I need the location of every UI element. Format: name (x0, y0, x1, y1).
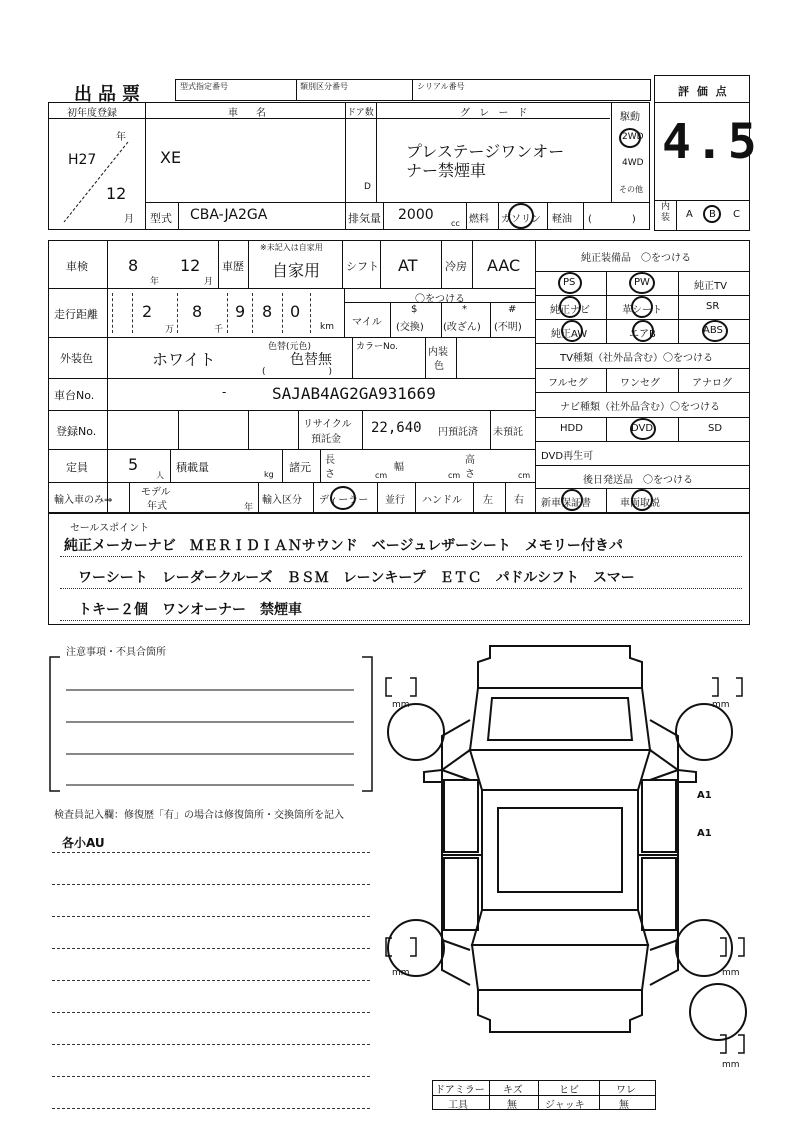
mileage-mile: マイル (352, 317, 382, 328)
capacity-value: 5 (128, 455, 139, 474)
mileage-unknown-symbol: # (508, 304, 517, 315)
handle-label: ハンドル (422, 495, 462, 506)
first-reg-year: H27 (68, 152, 97, 168)
navi-hdd: HDD (560, 423, 583, 434)
later-manual-circle (631, 489, 653, 511)
model-year-unit: 年 (244, 503, 254, 513)
history-value: 自家用 (272, 261, 321, 280)
equip-airbag-circle (632, 320, 654, 342)
recycle-status: 円預託済 (438, 427, 478, 438)
capacity-label: 定員 (66, 461, 88, 474)
reg-divider-slash (60, 140, 132, 224)
grade-value-line1: プレステージワンオー (406, 142, 565, 161)
form-title: 出品票 (74, 84, 146, 105)
legend-crack: ヒビ (559, 1085, 579, 1096)
mm-label-rr: mm (722, 968, 740, 978)
score-value: 4.5 (662, 114, 761, 170)
load-label: 積載量 (176, 461, 209, 474)
equip-pw: PW (634, 277, 650, 288)
serial-number-label: シリアル番号 (417, 82, 465, 91)
legend-scratch: キズ (503, 1085, 523, 1096)
legend-tools: 工具 (448, 1100, 468, 1111)
mileage-unknown-label: (不明) (494, 322, 522, 333)
import-division-label: 輸入区分 (262, 495, 302, 506)
shift-label: シフト (346, 260, 379, 273)
fuel-gasoline: ガソリン (501, 214, 541, 225)
history-note: ※未記入は自家用 (260, 243, 323, 252)
navi-header: ナビ種類（社外品含む）〇をつける (560, 402, 720, 413)
equip-navi: 純正ナビ (550, 305, 590, 316)
later-header: 後日発送品 〇をつける (583, 475, 693, 486)
displacement-unit: cc (451, 219, 460, 228)
fuel-selected-circle (508, 203, 534, 229)
car-damage-diagram (380, 640, 750, 1080)
drive-2wd: 2WD (622, 132, 644, 142)
mm-label-fr: mm (712, 700, 730, 710)
equip-pw-circle (629, 272, 655, 294)
import-label: 輸入車のみ⇒ (54, 495, 113, 506)
load-unit: kg (264, 470, 274, 479)
fuel-label: 燃料 (469, 214, 489, 225)
drive-other: その他 (619, 185, 643, 194)
width-unit: cm (448, 471, 461, 480)
capacity-unit: 人 (156, 471, 164, 480)
equip-navi-circle (559, 296, 581, 318)
displacement-label: 排気量 (348, 212, 381, 225)
inspection-month: 12 (180, 256, 201, 275)
interior-selected-circle (703, 205, 721, 223)
car-name-value: XE (160, 148, 182, 167)
model-year-label-2: 年式 (147, 501, 167, 512)
equip-aw-circle (561, 320, 583, 342)
inspection-label: 車検 (66, 260, 88, 273)
registration-label: 登録No. (56, 425, 97, 438)
equip-leather-circle (631, 296, 653, 318)
shift-value: AT (398, 256, 418, 275)
mm-label-fl: mm (392, 700, 410, 710)
drive-4wd: 4WD (622, 158, 644, 168)
equip-tv: 純正TV (694, 281, 727, 292)
mileage-digit-3: 9 (235, 302, 246, 321)
dims-label: 諸元 (289, 461, 311, 474)
inspector-first-line: 各小AU (62, 836, 105, 850)
equip-ps-circle (558, 272, 582, 294)
mileage-digit-1: 2 (142, 302, 153, 321)
import-selected-circle (330, 486, 356, 510)
height-label-2: さ (465, 469, 475, 480)
interior-label: 内装 (661, 202, 671, 223)
chassis-value: SAJAB4AG2GA931669 (272, 384, 436, 403)
interior-option-a: A (686, 209, 693, 220)
equip-ps: PS (563, 277, 576, 288)
height-label-1: 高 (465, 455, 475, 466)
legend-jack: ジャッキ (545, 1100, 585, 1111)
equip-abs-circle (702, 320, 728, 342)
recycle-label-2: 預託金 (311, 434, 341, 445)
interior-option-c: C (733, 209, 740, 220)
ac-label: 冷房 (445, 260, 467, 273)
damage-mark-1: A1 (697, 790, 712, 801)
length-unit: cm (375, 471, 388, 480)
repaint-label: 色替(元色) (268, 342, 312, 352)
sales-points-label: セールスポイント (70, 523, 150, 534)
displacement-value: 2000 (398, 207, 434, 223)
ac-value: AAC (487, 256, 521, 275)
model-designation-label: 型式指定番号 (180, 82, 228, 91)
handle-left: 左 (483, 495, 493, 506)
navi-sd: SD (708, 423, 723, 434)
equip-leather: 革シート (622, 305, 662, 316)
mileage-exchange-label: (交換) (396, 322, 424, 333)
door-value: D (364, 182, 371, 192)
top-fields-bar (175, 79, 651, 101)
color-no-label: カラーNo. (356, 342, 398, 352)
legend-jack-value: 無 (619, 1100, 629, 1111)
repaint-paren: ( ) (262, 367, 333, 377)
tv-analog: アナログ (692, 378, 732, 389)
grade-value-line2: ナー禁煙車 (406, 161, 487, 180)
tv-oneseg: ワンセグ (620, 378, 660, 389)
handle-right: 右 (514, 495, 524, 506)
year-unit: 年 (116, 132, 126, 143)
drive-selected-circle (619, 128, 641, 148)
sales-line-1: 純正メーカーナビ ＭＥＲＩＤＩＡＮサウンド ベージュレザーシート メモリー付きパ (64, 538, 623, 554)
navi-dvd: DVD (631, 423, 654, 434)
damage-mark-2: A1 (697, 828, 712, 839)
chassis-dash: - (222, 385, 227, 399)
model-value: CBA-JA2GA (190, 207, 268, 223)
interior-color-label-1: 内装 (428, 347, 448, 358)
drive-label: 駆動 (620, 112, 640, 123)
interior-color-label-2: 色 (434, 361, 444, 372)
tv-fullseg: フルセグ (548, 378, 588, 389)
mileage-circle-note: 〇をつける (415, 294, 465, 305)
score-label: 評 価 点 (678, 85, 729, 98)
inspection-month-unit: 月 (204, 277, 214, 287)
exterior-color-label: 外装色 (60, 352, 93, 365)
navi-dvd-play: DVD再生可 (541, 451, 594, 462)
mm-label-rl: mm (392, 968, 410, 978)
mileage-digit-5: 0 (290, 302, 301, 321)
repaint-value: 色替無 (290, 352, 332, 368)
sales-line-2: ワーシート レーダークルーズ ＢＳＭ レーンキープ ＥＴＣ パドルシフト スマー (78, 570, 635, 586)
first-reg-month: 12 (106, 184, 127, 203)
fuel-diesel: 軽油 (552, 214, 572, 225)
notes-label: 注意事項・不具合箇所 (66, 647, 166, 658)
navi-selected-circle (630, 418, 656, 440)
car-name-label: 車 名 (228, 108, 270, 119)
model-label: 型式 (150, 212, 172, 225)
mileage-label: 走行距離 (54, 308, 98, 321)
import-parallel: 並行 (385, 495, 405, 506)
model-year-label-1: モデル (141, 487, 171, 498)
tv-header: TV種類（社外品含む）〇をつける (560, 353, 713, 364)
legend-break: ワレ (616, 1085, 636, 1096)
later-warranty-circle (561, 489, 583, 511)
mileage-digit-4: 8 (262, 302, 273, 321)
length-label-1: 長 (325, 455, 335, 466)
equipment-header: 純正装備品 〇をつける (581, 253, 691, 264)
fuel-other-paren: ( ) (588, 214, 636, 225)
chassis-label: 車台No. (54, 389, 95, 402)
recycle-value: 22,640 (371, 420, 422, 436)
first-reg-label: 初年度登録 (67, 108, 117, 119)
mileage-altered-label: (改ざん) (443, 322, 481, 333)
inspection-year-unit: 年 (150, 277, 160, 287)
mileage-digit-2: 8 (192, 302, 203, 321)
mileage-man-unit: 万 (165, 325, 175, 335)
later-warranty: 新車保証書 (541, 498, 591, 509)
mileage-sen-unit: 千 (214, 325, 224, 335)
recycle-unpaid: 未預託 (493, 427, 523, 438)
exterior-color-value: ホワイト (152, 350, 216, 369)
length-label-2: さ (325, 469, 335, 480)
equip-aw: 純正AW (551, 329, 588, 340)
interior-option-b: B (709, 209, 716, 220)
grade-label: グ レ ー ド (460, 108, 531, 119)
width-label: 幅 (394, 462, 404, 473)
sales-line-3: トキー２個 ワンオーナー 禁煙車 (78, 602, 302, 618)
import-dealer: ディーラー (319, 495, 369, 506)
mm-label-spare: mm (722, 1060, 740, 1070)
inspection-year: 8 (128, 256, 139, 275)
mileage-altered-symbol: * (462, 304, 467, 315)
legend-door-mirror: ドアミラー (435, 1085, 485, 1096)
later-manual: 車両取説 (620, 498, 660, 509)
mileage-exchange-symbol: $ (411, 304, 418, 315)
mileage-km-unit: km (320, 322, 334, 332)
equip-airbag: エアB (629, 329, 656, 340)
month-unit: 月 (124, 214, 134, 225)
equip-sr: SR (706, 301, 720, 312)
legend-tools-value: 無 (507, 1100, 517, 1111)
door-label: ドア数 (347, 108, 374, 118)
equip-abs: ABS (703, 325, 723, 336)
history-label: 車歴 (222, 260, 244, 273)
height-unit: cm (518, 471, 531, 480)
inspector-label: 検査員記入欄：修復歴「有」の場合は修復箇所・交換箇所を記入 (54, 810, 344, 821)
notes-box (48, 655, 374, 793)
category-number-label: 類別区分番号 (300, 82, 348, 91)
recycle-label-1: リサイクル (303, 419, 352, 430)
